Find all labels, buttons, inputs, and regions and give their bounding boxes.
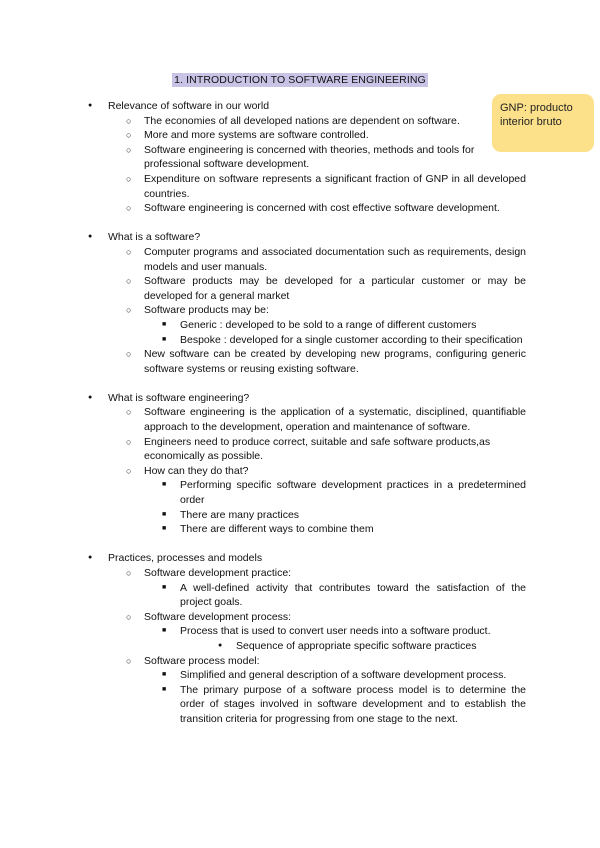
list-item: ○ Engineers need to produce correct, suitable and safe software products,as economically as possible.	[106, 435, 526, 464]
section-what-is-software	[0, 230, 528, 376]
sub-list-item: ■ Simplified and general description of a software development process.	[144, 668, 526, 683]
list-item: ○ Software products may be developed for a particular customer or may be developed for a general market	[106, 274, 526, 303]
list-item-text: Software products may be:	[144, 304, 269, 317]
list-item: ○ The economies of all developed nations are dependent on software.	[106, 114, 484, 129]
list-item: ○ Expenditure on software represents a significant fraction of GNP in all developed countries.	[106, 172, 526, 201]
section-heading: Practices, processes and models	[108, 552, 263, 565]
section-heading: Relevance of software in our world	[108, 100, 270, 112]
section-heading: What is a software?	[108, 231, 201, 244]
list-item	[106, 464, 526, 537]
sub-list-item: ■ A well-defined activity that contributes toward the satisfaction of the project goals.	[144, 581, 526, 610]
sticky-note[interactable]: GNP: producto interior bruto	[492, 94, 594, 152]
sub-list-item: ■ The primary purpose of a software process model is to determine the order of stages involved in software development and to establish the transition criteria for progressing from one stage to the next.	[144, 683, 526, 727]
list-item	[106, 610, 526, 654]
list-item: ○ Computer programs and associated documentation such as requirements, design models and user manuals.	[106, 245, 526, 274]
list-item: ○ New software can be created by developing new programs, configuring generic software systems or reusing existing software.	[106, 347, 526, 376]
list-item	[106, 303, 526, 347]
document-body	[0, 99, 600, 727]
page-title: 1. INTRODUCTION TO SOFTWARE ENGINEERING	[174, 74, 426, 86]
sub-list-item: ■ There are many practices	[144, 508, 526, 523]
sub-list-item-text: Process that is used to convert user needs into a software product.	[180, 625, 491, 638]
list-item: ○ Software engineering is concerned with cost effective software development.	[106, 201, 526, 216]
list-item-text: Software process model:	[144, 654, 260, 667]
sub-sub-list-item: ● Sequence of appropriate specific software practices	[216, 639, 526, 654]
sub-list-item: ■ Generic : developed to be sold to a range of different customers	[144, 318, 526, 333]
list-item	[106, 654, 526, 727]
list-item-text: Software development process:	[144, 610, 292, 623]
list-item-text: Software development practice:	[144, 567, 292, 579]
list-item: ○ Software engineering is the application of a systematic, disciplined, quantifiable approach to the development, operation and maintenance of software.	[106, 405, 526, 434]
sub-list-item: ■ Performing specific software development practices in a predetermined order	[144, 478, 526, 507]
sub-list-item: ■ Bespoke : developed for a single customer according to their specification	[144, 333, 526, 348]
list-item	[106, 566, 526, 610]
section-heading: What is software engineering?	[108, 391, 250, 404]
list-item: ○ Software engineering is concerned with theories, methods and tools for professional software development.	[106, 143, 484, 172]
list-item: ○ More and more systems are software controlled.	[106, 128, 484, 143]
sub-list-item	[144, 624, 526, 653]
sub-list-item: ■ There are different ways to combine them	[144, 522, 526, 537]
section-what-is-se	[0, 391, 528, 537]
section-relevance	[0, 99, 528, 216]
section-practices	[0, 551, 528, 726]
list-item-text: How can they do that?	[144, 464, 249, 477]
